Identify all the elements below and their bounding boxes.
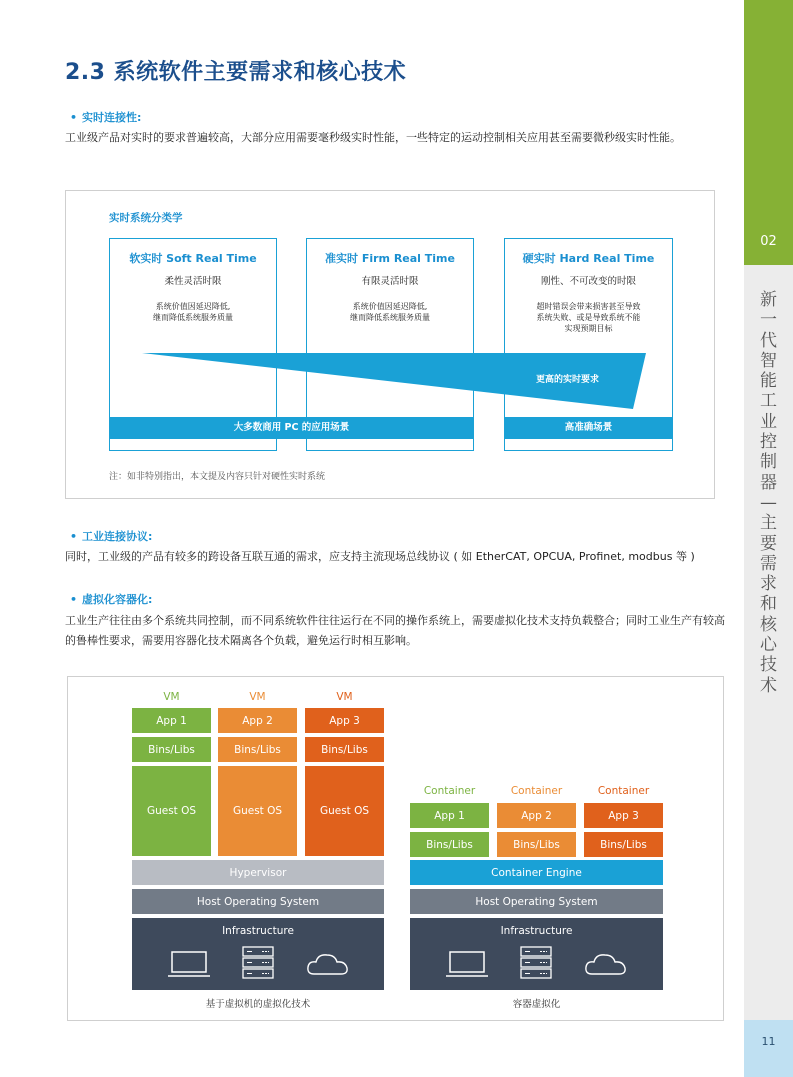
vm-label-1: VM bbox=[163, 691, 180, 703]
container-libs-1: Bins/Libs bbox=[410, 832, 489, 857]
paragraph-realtime: 工业级产品对实时的要求普遍较高，大部分应用需要毫秒级实时性能，一些特定的运动控制相关应用甚至需要微秒级实时性能。 bbox=[65, 131, 681, 144]
vm-libs-2: Bins/Libs bbox=[218, 737, 297, 762]
figure-title: 实时系统分类学 bbox=[109, 212, 183, 224]
bar-common-pc: 大多数商用 PC 的应用场景 bbox=[109, 417, 474, 439]
vm-label-3: VM bbox=[336, 691, 353, 703]
container-app-2: App 2 bbox=[497, 803, 576, 828]
page-heading: 2.3 系统软件主要需求和核心技术 bbox=[65, 60, 407, 85]
container-infrastructure-layer bbox=[410, 918, 663, 990]
hypervisor-layer: Hypervisor bbox=[132, 860, 384, 885]
column-subtitle: 柔性灵活时限 bbox=[164, 276, 222, 287]
column-heading: 准实时 Firm Real Time bbox=[325, 252, 455, 265]
container-app-1: App 1 bbox=[410, 803, 489, 828]
vm-guest-os-1: Guest OS bbox=[132, 766, 211, 856]
column-subtitle: 有限灵活时限 bbox=[361, 276, 419, 287]
cloud-icon bbox=[584, 952, 628, 978]
container-label-3: Container bbox=[597, 785, 650, 797]
page-number: 11 bbox=[744, 1020, 793, 1077]
vm-caption: 基于虚拟机的虚拟化技术 bbox=[205, 999, 311, 1010]
virtualization-figure bbox=[67, 676, 724, 1021]
vm-libs-3: Bins/Libs bbox=[305, 737, 384, 762]
container-label-2: Container bbox=[510, 785, 563, 797]
container-libs-2: Bins/Libs bbox=[497, 832, 576, 857]
cloud-icon bbox=[306, 952, 350, 978]
vm-app-3: App 3 bbox=[305, 708, 384, 733]
section-title-vertical: 新一代智能工业控制器—主要需求和核心技术 bbox=[760, 290, 777, 696]
realtime-increase-wedge bbox=[66, 191, 716, 500]
vm-guest-os-2: Guest OS bbox=[218, 766, 297, 856]
bullet-realtime: • 实时连接性: bbox=[70, 109, 141, 125]
vm-host-os-layer: Host Operating System bbox=[132, 889, 384, 914]
vm-libs-1: Bins/Libs bbox=[132, 737, 211, 762]
paragraph-virtualization: 工业生产往往由多个系统共同控制，而不同系统软件往往运行在不同的操作系统上，需要虚拟化技术支持负载整合；同时工业生产有较高的鲁棒性要求，需要用容器化技术隔离各个负载，避免运行时相互影响。 bbox=[65, 614, 725, 647]
paragraph-protocol: 同时，工业级的产品有较多的跨设备互联互通的需求，应支持主流现场总线协议 ( 如 EtherCAT, OPCUA, Profinet, modbus 等 ) bbox=[65, 550, 695, 563]
vm-app-2: App 2 bbox=[218, 708, 297, 733]
column-subtitle: 刚性、不可改变的时限 bbox=[540, 276, 636, 287]
bar-high-precision: 高准确场景 bbox=[504, 417, 673, 439]
container-label-1: Container bbox=[423, 785, 476, 797]
server-icon bbox=[520, 946, 552, 980]
container-app-3: App 3 bbox=[584, 803, 663, 828]
sidebar-accent bbox=[744, 0, 793, 265]
laptop-icon bbox=[168, 950, 210, 980]
infrastructure-label: Infrastructure bbox=[500, 925, 573, 937]
column-description: 系统价值因延迟降低, 继而降低系统服务质量 bbox=[350, 302, 430, 322]
realtime-taxonomy-figure bbox=[65, 190, 715, 499]
vm-label-2: VM bbox=[249, 691, 266, 703]
bullet-virtualization: • 虚拟化容器化: bbox=[70, 591, 152, 607]
server-icon bbox=[242, 946, 274, 980]
column-description: 超时错误会带来损害甚至导致 系统失败、或是导致系统不能 实现预期目标 bbox=[536, 302, 641, 333]
vm-guest-os-3: Guest OS bbox=[305, 766, 384, 856]
container-host-os-layer: Host Operating System bbox=[410, 889, 663, 914]
figure-note: 注：如非特别指出，本文提及内容只针对硬性实时系统 bbox=[109, 472, 326, 482]
column-heading: 软实时 Soft Real Time bbox=[129, 252, 257, 265]
vm-infrastructure-layer bbox=[132, 918, 384, 990]
chapter-sidebar bbox=[744, 0, 793, 1077]
container-caption: 容器虚拟化 bbox=[512, 999, 561, 1010]
column-description: 系统价值因延迟降低, 继而降低系统服务质量 bbox=[153, 302, 233, 322]
container-engine-layer: Container Engine bbox=[410, 860, 663, 885]
bullet-protocol: • 工业连接协议: bbox=[70, 528, 152, 544]
laptop-icon bbox=[446, 950, 488, 980]
wedge-label: 更高的实时要求 bbox=[536, 375, 600, 385]
column-heading: 硬实时 Hard Real Time bbox=[522, 252, 655, 265]
section-number: 02 bbox=[760, 234, 777, 249]
container-libs-3: Bins/Libs bbox=[584, 832, 663, 857]
infrastructure-label: Infrastructure bbox=[222, 925, 294, 937]
vm-app-1: App 1 bbox=[132, 708, 211, 733]
